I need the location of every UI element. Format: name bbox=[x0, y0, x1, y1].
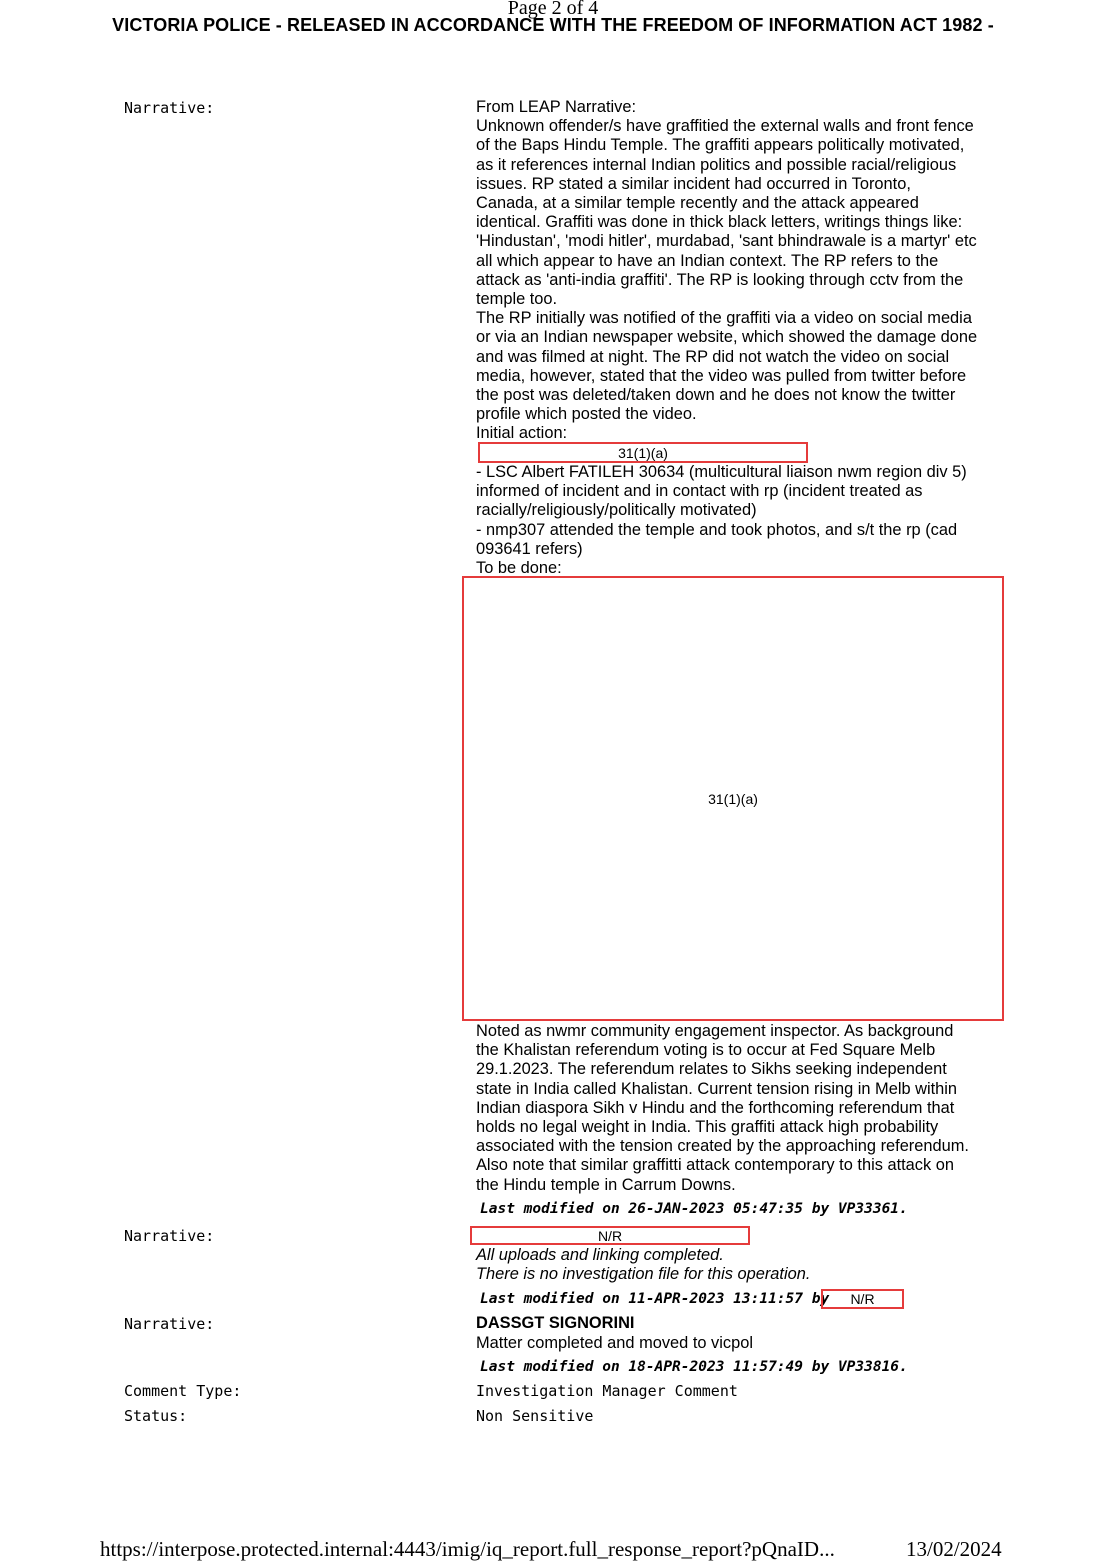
narrative-line: profile which posted the video. bbox=[476, 405, 697, 424]
redaction-box-nr bbox=[470, 1226, 750, 1245]
narrative-line: 093641 refers) bbox=[476, 539, 583, 558]
status-value: Non Sensitive bbox=[476, 1407, 594, 1425]
upload-status-line: All uploads and linking completed. bbox=[476, 1246, 724, 1264]
narrative-line: informed of incident and in contact with rp (incident treated as bbox=[476, 482, 923, 501]
narrative-label-2: Narrative: bbox=[124, 1227, 215, 1245]
comment-type-label: Comment Type: bbox=[124, 1382, 242, 1400]
narrative-line: Also note that similar graffitti attack contemporary to this attack on bbox=[476, 1156, 954, 1175]
narrative-line: 29.1.2023. The referendum relates to Sikhs seeking independent bbox=[476, 1060, 947, 1079]
status-label: Status: bbox=[124, 1407, 188, 1425]
footer-url: https://interpose.protected.internal:4443/imig/iq_report.full_response_report?pQnaID... bbox=[100, 1537, 835, 1561]
narrative-line: Indian diaspora Sikh v Hindu and the forthcoming referendum that bbox=[476, 1098, 955, 1117]
narrative-line: Canada, at a similar temple recently and the attack appeared bbox=[476, 194, 919, 213]
narrative-line: issues. RP stated a similar incident had occurred in Toronto, bbox=[476, 174, 911, 193]
narrative-body-part-b bbox=[476, 463, 996, 578]
narrative-line: Unknown offender/s have graffitied the external walls and front fence bbox=[476, 117, 974, 136]
redaction-code: 31(1)(a) bbox=[708, 790, 758, 807]
narrative-line: - nmp307 attended the temple and took photos, and s/t the rp (cad bbox=[476, 520, 958, 539]
redaction-code: N/R bbox=[597, 1227, 623, 1244]
page-number: Page 2 of 4 bbox=[507, 0, 599, 19]
narrative-line: the Khalistan referendum voting is to occur at Fed Square Melb bbox=[476, 1041, 936, 1060]
redaction-box-small bbox=[478, 442, 808, 463]
narrative-line: - LSC Albert FATILEH 30634 (multicultural liaison nwm region div 5) bbox=[476, 463, 967, 481]
narrative-line: of the Baps Hindu Temple. The graffiti appears politically motivated, bbox=[476, 136, 965, 155]
narrative-line: The RP initially was notified of the graffiti via a video on social media bbox=[476, 309, 972, 328]
narrative-line: media, however, stated that the video was pulled from twitter before bbox=[476, 366, 967, 385]
narrative-line: all which appear to have an Indian context. The RP refers to the bbox=[476, 251, 939, 270]
narrative-line: holds no legal weight in India. This graffiti attack high probability bbox=[476, 1118, 939, 1137]
narrative-body-part-a bbox=[476, 98, 996, 444]
narrative-line: temple too. bbox=[476, 290, 558, 309]
narrative-label-1: Narrative: bbox=[124, 99, 215, 117]
footer-date: 13/02/2024 bbox=[906, 1537, 1002, 1561]
narrative-line: the Hindu temple in Carrum Downs. bbox=[476, 1175, 736, 1194]
narrative-line: or via an Indian newspaper website, which showed the damage done bbox=[476, 328, 978, 347]
last-modified-1: Last modified on 26-JAN-2023 05:47:35 by VP33361. bbox=[480, 1201, 908, 1217]
narrative-line: From LEAP Narrative: bbox=[476, 98, 637, 116]
redaction-code: 31(1)(a) bbox=[618, 444, 668, 461]
narrative-text: Matter completed and moved to vicpol bbox=[476, 1334, 753, 1352]
foi-release-header: VICTORIA POLICE - RELEASED IN ACCORDANCE WITH THE FREEDOM OF INFORMATION ACT 1982 - bbox=[112, 15, 994, 35]
narrative-line: as it references internal Indian politics and possible racial/religious bbox=[476, 155, 957, 174]
narrative-line: the post was deleted/taken down and he does not know the twitter bbox=[476, 386, 956, 405]
narrative-line: racially/religiously/politically motivated) bbox=[476, 501, 757, 520]
narrative-line: Initial action: bbox=[476, 424, 568, 443]
narrative-line: Noted as nwmr community engagement inspector. As background bbox=[476, 1022, 954, 1040]
investigation-file-line: There is no investigation file for this operation. bbox=[476, 1265, 811, 1283]
narrative-label-3: Narrative: bbox=[124, 1315, 215, 1333]
narrative-body-part-c bbox=[476, 1022, 996, 1195]
comment-type-value: Investigation Manager Comment bbox=[476, 1382, 738, 1400]
narrative-line: and was filmed at night. The RP did not watch the video on social bbox=[476, 347, 950, 366]
narrative-line: associated with the tension created by the approaching referendum. bbox=[476, 1137, 969, 1156]
narrative-line: attack as 'anti-india graffiti'. The RP is looking through cctv from the bbox=[476, 270, 964, 289]
narrative-line: identical. Graffiti was done in thick black letters, writings things like: bbox=[476, 213, 963, 232]
narrative-line: To be done: bbox=[476, 559, 562, 578]
last-modified-3: Last modified on 18-APR-2023 11:57:49 by VP33816. bbox=[480, 1359, 908, 1375]
narrative-line: state in India called Khalistan. Current tension rising in Melb within bbox=[476, 1079, 958, 1098]
redaction-box-author bbox=[821, 1289, 904, 1309]
last-modified-2: Last modified on 11-APR-2023 13:11:57 by bbox=[480, 1291, 830, 1307]
redaction-code: N/R bbox=[850, 1291, 875, 1307]
redaction-box-large bbox=[462, 576, 1004, 1021]
narrative-line: 'Hindustan', 'modi hitler', murdabad, 'sant bhindrawale is a martyr' etc bbox=[476, 232, 977, 251]
narrative-author: DASSGT SIGNORINI bbox=[476, 1314, 635, 1332]
